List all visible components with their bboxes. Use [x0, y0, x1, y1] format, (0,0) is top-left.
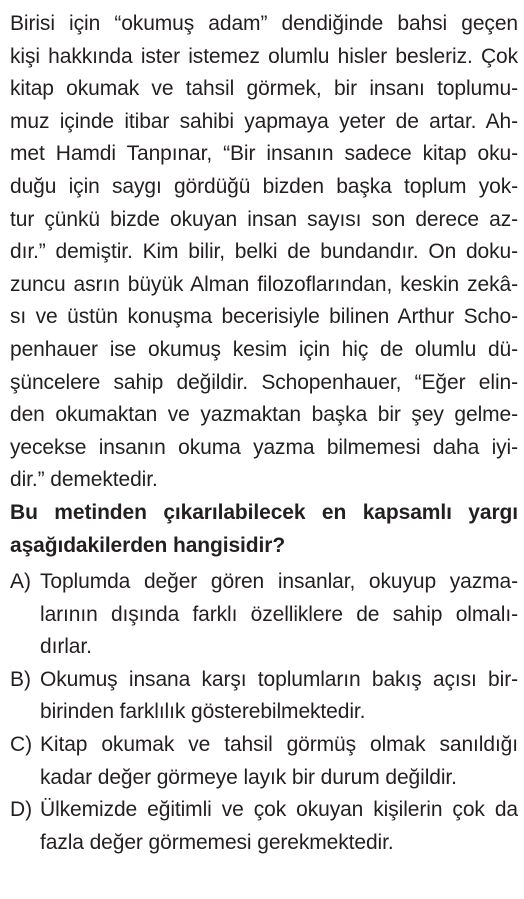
passage-line: şüncelere sahip değildir. Schopenhauer, “Eğer elin-	[10, 370, 518, 394]
passage-line: tur çünkü bizde okuyan insan sayısı son derece az-	[10, 207, 518, 231]
reading-passage	[10, 8, 518, 497]
passage-line: dır.” demiştir. Kim bilir, belki de bundandır. On doku-	[10, 240, 518, 264]
option-text-line: birinden farklılık gösterebilmektedir.	[40, 700, 366, 724]
question-stem	[10, 497, 518, 562]
option-text-line: Okumuş insana karşı toplumların bakış açısı bir-	[40, 667, 518, 691]
passage-line: yecekse insanın okuma yazma bilmemesi daha iyi-	[10, 435, 518, 459]
option-letter: B)	[10, 667, 31, 691]
passage-line: met Hamdi Tanpınar, “Bir insanın sadece kitap oku-	[10, 142, 518, 166]
question-line: aşağıdakilerden hangisidir?	[10, 533, 286, 557]
option-letter: C)	[10, 733, 33, 757]
option-letter: A)	[10, 570, 31, 594]
passage-line: muz içinde itibar sahibi yapmaya yeter de artar. Ah-	[10, 109, 518, 133]
option-text-line: Kitap okumak ve tahsil görmüş olmak sanıldığı	[40, 733, 518, 757]
option-a[interactable]	[10, 566, 518, 664]
passage-line: zuncu asrın büyük Alman filozoflarından, keskin zekâ-	[10, 272, 518, 296]
passage-line: duğu için saygı gördüğü bizden başka toplum yok-	[10, 174, 518, 198]
passage-line: dir.” demektedir.	[10, 468, 158, 492]
question-line: Bu metinden çıkarılabilecek en kapsamlı yargı	[10, 500, 518, 524]
passage-line: Birisi için “okumuş adam” dendiğinde bahsi geçen	[10, 12, 518, 35]
passage-line: penhauer ise okumuş kesim için hiç de olumlu dü-	[10, 337, 518, 361]
passage-line: sı ve üstün konuşma becerisiyle bilinen Arthur Scho-	[10, 305, 518, 329]
passage-line: den okumaktan ve yazmaktan başka bir şey gelme-	[10, 403, 518, 427]
question-page	[10, 8, 518, 859]
passage-line: kitap okumak ve tahsil görmek, bir insanı toplumu-	[10, 77, 518, 101]
option-text-line: Toplumda değer gören insanlar, okuyup yazma-	[40, 570, 518, 594]
passage-line: kişi hakkında ister istemez olumlu hisler besleriz. Çok	[10, 44, 518, 68]
option-text-line: dırlar.	[40, 635, 92, 659]
option-c[interactable]	[10, 729, 518, 794]
option-text-line: kadar değer görmeye layık bir durum değildir.	[40, 765, 457, 789]
option-text-line: fazla değer görmemesi gerekmektedir.	[40, 830, 394, 854]
option-d[interactable]	[10, 794, 518, 859]
option-b[interactable]	[10, 664, 518, 729]
option-text-line: larının dışında farklı özelliklere de sahip olmalı-	[40, 602, 518, 626]
option-letter: D)	[10, 798, 33, 822]
answer-options	[10, 566, 518, 859]
option-text-line: Ülkemizde eğitimli ve çok okuyan kişilerin çok da	[40, 798, 518, 822]
